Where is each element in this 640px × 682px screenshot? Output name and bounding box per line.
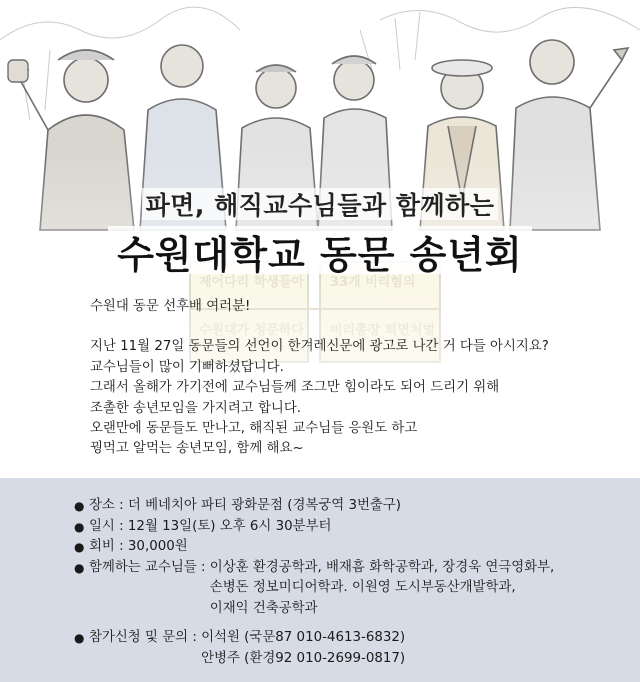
contact-label: 참가신청 및 문의 <box>89 630 189 645</box>
info-date <box>74 517 634 538</box>
professors-list <box>210 558 555 620</box>
label-separator: : <box>114 518 128 534</box>
bullet-icon: ● <box>74 631 85 645</box>
letter-line: 지난 11월 27일 동문들의 선언이 한겨레신문에 광고로 나간 거 다들 아시지요? <box>90 339 549 355</box>
bullet-icon: ● <box>74 519 85 534</box>
fee-label: 회비 <box>89 539 115 554</box>
professors-line: 이재익 건축공학과 <box>209 600 318 616</box>
bullet-icon: ● <box>74 540 85 554</box>
info-contact <box>74 628 634 669</box>
letter-line: 조촐한 송년모임을 가지려고 합니다. <box>90 400 302 416</box>
info-venue <box>74 496 634 517</box>
letter-greeting: 수원대 동문 선후배 여러분! <box>90 299 251 314</box>
event-title: 수원대학교 동문 송년회 <box>117 233 523 277</box>
invitation-letter <box>90 297 610 460</box>
event-subtitle: 파면, 해직교수님들과 함께하는 <box>145 191 495 220</box>
letter-line: 오랜만에 동문들도 만나고, 해직된 교수님들 응원도 하고 <box>90 421 418 437</box>
event-info-list <box>74 496 634 669</box>
info-professors <box>74 558 634 620</box>
label-separator: : <box>114 539 128 554</box>
date-label: 일시 <box>89 518 115 534</box>
bullet-icon: ● <box>74 560 85 575</box>
letter-line: 그래서 올해가 가기전에 교수님들께 조그만 힘이라도 되어 드리기 위해 <box>90 380 500 396</box>
professors-line: 손병돈 정보미디어학과. 이원영 도시부동산개발학과, <box>209 580 516 595</box>
bullet-icon: ● <box>74 499 85 513</box>
letter-line: 교수님들이 많이 기뻐하셨답니다. <box>90 359 284 375</box>
letter-line: 꿩먹고 알먹는 송년모임, 함께 해요~ <box>90 441 304 457</box>
event-info-panel <box>0 478 640 682</box>
contact-list <box>201 628 405 669</box>
contact-line: 안병주 (환경92 010-2699-0817) <box>201 650 406 666</box>
venue-label: 장소 <box>89 498 115 513</box>
label-separator: : <box>188 630 202 645</box>
venue-value: 더 베네치아 파티 광화문점 (경복궁역 3번출구) <box>127 498 401 513</box>
date-value: 12월 13일(토) 오후 6시 30분부터 <box>127 518 332 534</box>
label-separator: : <box>114 498 128 513</box>
professors-label: 함께하는 교수님들 <box>89 559 197 575</box>
professors-line: 이상훈 환경공학과, 배재흠 화학공학과, 장경욱 연극영화부, <box>209 559 555 575</box>
fee-value: 30,000원 <box>127 539 188 554</box>
info-fee <box>74 537 634 558</box>
label-separator: : <box>196 559 210 575</box>
contact-line: 이석원 (국문87 010-4613-6832) <box>201 630 406 645</box>
spacer <box>74 619 634 628</box>
